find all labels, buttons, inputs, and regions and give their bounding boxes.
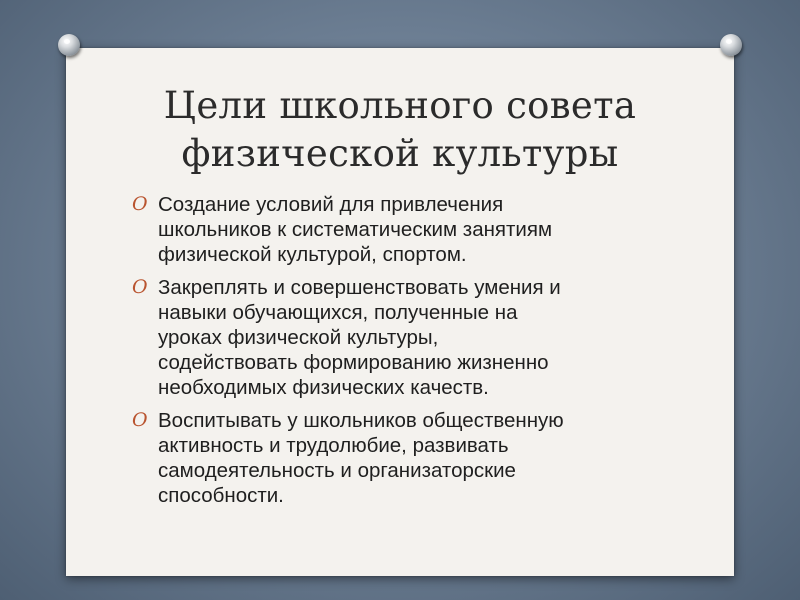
bullet-line: способности. [158, 484, 284, 507]
bullet-line: навыки обучающихся, полученные на [158, 301, 518, 324]
bullet-line: физической культурой, спортом. [158, 243, 467, 266]
bullet-line: Создание условий для привлечения [158, 193, 504, 216]
bullet-line: самодеятельность и организаторские [158, 459, 516, 482]
bullet-line: активность и трудолюбие, развивать [158, 434, 509, 457]
bullet-line: необходимых физических качеств. [158, 376, 489, 399]
slide-title-line-1: Цели школьного совета [163, 84, 637, 127]
bullet-item-1 [132, 192, 672, 267]
bullet-item-2 [132, 275, 672, 400]
bullet-line: школьников к систематическим занятиям [158, 218, 553, 241]
pushpin-left-icon [58, 34, 80, 56]
bullet-marker: O [132, 276, 148, 298]
bullet-marker: O [132, 193, 148, 215]
bullet-line: Закреплять и совершенствовать умения и [158, 276, 561, 299]
bullet-line: содействовать формированию жизненно [158, 351, 549, 374]
slide-title [66, 82, 734, 178]
bullet-line: Воспитывать у школьников общественную [158, 409, 564, 432]
pushpin-right-icon [720, 34, 742, 56]
bullet-list [132, 192, 672, 516]
slide-title-line-2: физической культуры [181, 132, 619, 175]
bullet-marker: O [132, 409, 148, 431]
bullet-item-3 [132, 408, 672, 508]
bullet-line: уроках физической культуры, [158, 326, 439, 349]
